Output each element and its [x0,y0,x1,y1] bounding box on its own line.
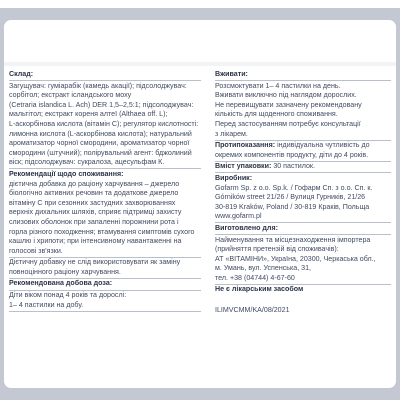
dose-heading: Рекомендована добова доза: [9,279,113,288]
contraindications-line [215,141,391,151]
package-text: 30 пастилок. [271,162,315,171]
usage-heading: Вживати: [215,70,248,78]
recommendations-line: вітаміну С при сезонних застудних захворюваннях [9,198,176,207]
usage-line: Розсмоктувати 1– 4 пастилки на день. [215,81,341,90]
package-heading: Вміст упаковки: [215,162,272,171]
usage-line: Вживати виключно під наглядом дорослих. [215,91,357,100]
recommendations-line: біологічно активних речовин та додаткове джерело [9,189,179,198]
recommendations-text [9,180,201,257]
recommendations-line: слизових оболонок при запаленні порожнини рота і [9,217,179,226]
composition-line: ароматизатор чорної смородини, ароматизатор чорної [9,139,190,148]
usage-line: з лікарем. [215,129,248,138]
left-column [9,70,201,312]
recommendations-line: кашлю і хрипоти; при інтенсивному навантаженні на [9,237,182,246]
manufacturer-heading: Виробник: [215,173,253,182]
manufacturer-line: Gofarm Sp. z o.o. Sp.k. / Гофарм Сп. з о.о. Сп. к. [215,183,373,192]
spacer [215,295,391,306]
note-text [9,258,201,277]
usage-line: кількість для щоденного споживання. [215,110,338,119]
label-card [4,20,396,388]
registration-code: ILIMVCMM/KA/08/2021 [215,306,290,315]
manufacturer-line: Górników street 21/26 / Вулиця Гурників, 21/26 [215,193,366,202]
dose-line: 1– 4 пастилки на добу. [9,300,84,309]
importer-line: тел. +38 (04744) 4-67-60 [215,273,295,282]
importer-heading: Виготовлено для: [215,223,278,232]
usage-line: Перед застосуванням потребує консультації [215,119,361,128]
contraindications-heading: Протипоказання: [215,141,276,150]
composition-line: Загущувач: гуміарабік (камедь акації); підсолоджувач: [9,81,187,90]
composition-line: смородини (штучний); полірувальний агент: бджолиний [9,148,192,157]
recommendations-line: верхніх дихальних шляхів, сприяє підтримці захисту [9,208,182,217]
composition-heading: Склад: [9,70,34,78]
top-strip [0,0,400,8]
recommendations-heading: Рекомендації щодо споживання: [9,169,124,178]
manufacturer-website: www.gofarm.pl [215,212,262,221]
note-line: Дієтичну добавку не слід використовувати як заміну [9,258,181,267]
right-column [215,70,391,316]
dose-text [9,291,201,310]
importer-line: м. Умань, вул. Успенська, 31, [215,264,312,273]
usage-line: Не перевищувати зазначену рекомендовану [215,100,362,109]
package-contents [215,162,391,172]
contraindications-text: індивідуальна чутливість до [277,141,370,150]
recommendations-line: голосові зв'язки. [9,246,63,255]
dose-line: Діти віком понад 4 років та дорослі: [9,291,127,300]
manufacturer-line: 30-819 Kraków, Poland / 30-819 Краків, Польща [215,202,370,211]
recommendations-line: дієтична добавка до раціону харчування – джерело [9,179,180,188]
importer-line: Найменування та місцезнаходження імпортера [215,235,371,244]
composition-line: сорбітол; екстракт ісландського моху [9,91,132,100]
note-line: повноцінного раціону харчування. [9,267,121,276]
header-stripe [4,62,396,66]
composition-line: мальтітол; екстракт кореня алтеї (Althaea off. L); [9,110,168,119]
importer-text [215,236,391,284]
recommendations-line: горла різного походження; втамування симптомів сухого [9,227,195,236]
not-medicine-notice: Не є лікарським засобом [215,285,304,294]
composition-line: віск; підсолоджувач: сукралоза, ацесульфам К. [9,158,165,167]
manufacturer-text [215,184,391,222]
composition-line: лимонна кислота (L-аскорбінова кислота); натуральний [9,129,192,138]
composition-text [9,82,201,168]
divider [9,311,201,312]
composition-line: (Cetraria islandica L. Ach) DER 1,5–2,5:1; підсолоджувач: [9,100,194,109]
composition-line: L-аскорбінова кислота (вітамін С); регулятор кислотності: [9,119,199,128]
contraindications-line: окремих компонентів продукту, діти до 4 років. [215,150,369,159]
importer-line: АТ «ВІТАМІНИ», Україна, 20300, Черкаська обл., [215,254,376,263]
usage-text [215,82,391,140]
importer-line: (прийняття претензій від споживачів): [215,245,339,254]
